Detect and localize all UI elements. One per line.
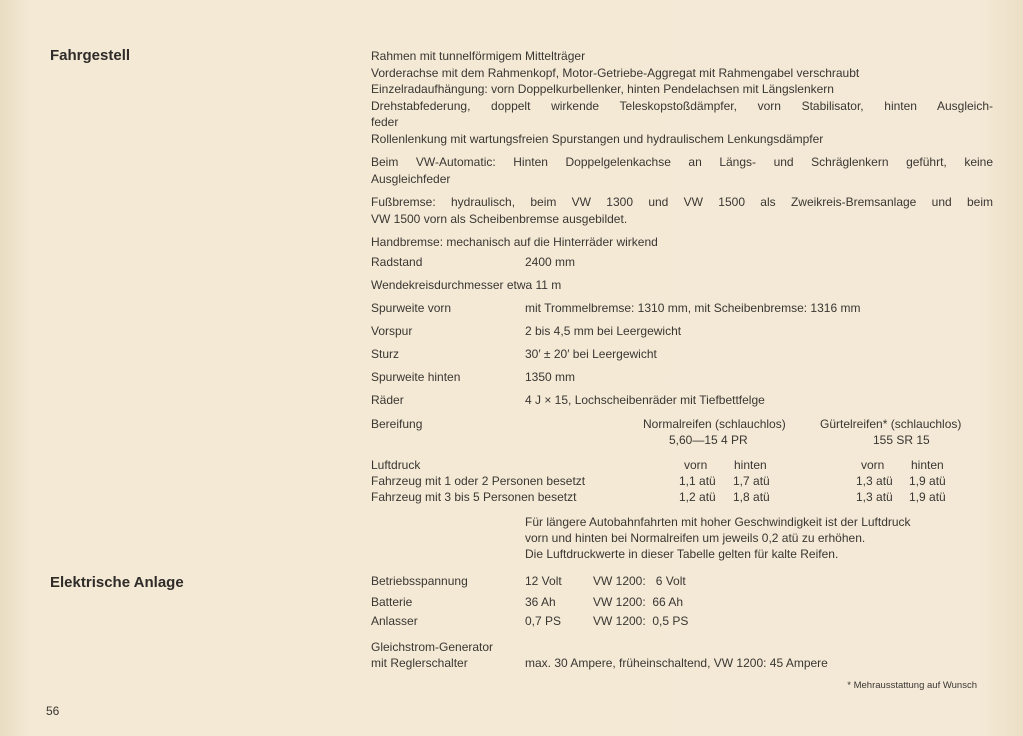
spec-label: Räder	[371, 392, 404, 407]
text-line: Fußbremse: hydraulisch, beim VW 1300 und VW 1500 als Zweikreis-Bremsanlage und beim	[371, 195, 993, 209]
elektrik-label: Batterie	[371, 595, 413, 609]
spec-label: Radstand	[371, 254, 423, 269]
elektrik-value: 0,7 PS	[525, 614, 562, 628]
text-line: VW 1500 vorn als Scheibenbremse ausgebildet.	[371, 211, 628, 226]
normal-rear-header: hinten	[734, 458, 767, 472]
spec-row	[371, 323, 993, 346]
pressure-value: 1,7 atü	[733, 474, 770, 488]
normal-tire-size: 5,60—15 4 PR	[669, 433, 748, 447]
pressure-note-line: Für längere Autobahnfahrten mit hoher Geschwindigkeit ist der Luftdruck	[525, 515, 911, 529]
spec-value: 2 bis 4,5 mm bei Leergewicht	[525, 323, 682, 338]
spec-row	[371, 369, 993, 392]
normal-front-header: vorn	[684, 458, 708, 472]
spec-value: 2400 mm	[525, 254, 576, 269]
spec-row	[371, 392, 993, 415]
section-heading-elektrik: Elektrische Anlage	[50, 574, 184, 591]
fahrgestell-general	[371, 48, 993, 147]
spec-value: mit Trommelbremse: 1310 mm, mit Scheibenbremse: 1316 mm	[525, 300, 861, 315]
pressure-note-line: Die Luftdruckwerte in dieser Tabelle gelten für kalte Reifen.	[525, 547, 839, 561]
pressure-value: 1,3 atü	[856, 490, 893, 504]
spec-label: Spurweite hinten	[371, 369, 461, 384]
page-number: 56	[46, 704, 60, 718]
elektrik-alt-value: VW 1200: 66 Ah	[593, 595, 684, 609]
radstand-row	[371, 254, 993, 277]
spec-value: 4 J × 15, Lochscheibenräder mit Tiefbettfelge	[525, 392, 765, 407]
generator-value: max. 30 Ampere, früheinschaltend, VW 1200: 45 Ampere	[525, 656, 828, 670]
bereifung-label: Bereifung	[371, 417, 423, 431]
wendekreis-row: Wendekreisdurchmesser etwa 11 m	[371, 277, 562, 292]
spec-value: 1350 mm	[525, 369, 576, 384]
pressure-value: 1,2 atü	[679, 490, 716, 504]
elektrik-alt-value: VW 1200: 0,5 PS	[593, 614, 689, 628]
spec-label: Vorspur	[371, 323, 413, 338]
pressure-row-label: Fahrzeug mit 3 bis 5 Personen besetzt	[371, 490, 577, 504]
fussbremse-paragraph	[371, 194, 993, 227]
elektrik-label: Betriebsspannung	[371, 574, 468, 588]
handbremse-line: Handbremse: mechanisch auf die Hinterräder wirkend	[371, 235, 658, 249]
pressure-value: 1,1 atü	[679, 474, 716, 488]
belt-rear-header: hinten	[911, 458, 944, 472]
text-line: Rahmen mit tunnelförmigem Mittelträger	[371, 49, 586, 63]
normal-tire-title: Normalreifen (schlauchlos)	[643, 417, 786, 431]
spec-value: 30′ ± 20′ bei Leergewicht	[525, 346, 657, 361]
belt-tire-size: 155 SR 15	[873, 433, 930, 447]
text-line: Vorderachse mit dem Rahmenkopf, Motor-Getriebe-Aggregat mit Rahmengabel verschraubt	[371, 65, 860, 80]
pressure-value: 1,8 atü	[733, 490, 770, 504]
elektrik-value: 36 Ah	[525, 595, 556, 609]
text-line: Beim VW-Automatic: Hinten Doppelgelenkachse an Längs- und Schräglenkern geführt, keine	[371, 155, 993, 169]
section-heading-fahrgestell: Fahrgestell	[50, 47, 131, 64]
automatic-paragraph	[371, 154, 993, 187]
pressure-value: 1,9 atü	[909, 490, 946, 504]
text-line: Rollenlenkung mit wartungsfreien Spurstangen und hydraulischem Lenkungsdämpfer	[371, 131, 824, 146]
fahrgestell-block	[371, 48, 993, 415]
elektrik-label: Anlasser	[371, 614, 418, 628]
spec-row	[371, 300, 993, 323]
text-line: Drehstabfederung, doppelt wirkende Teleskopstoßdämpfer, vorn Stabilisator, hinten Ausgleich-	[371, 98, 993, 113]
elektrik-alt-value: VW 1200: 6 Volt	[593, 574, 686, 588]
pressure-row-label: Fahrzeug mit 1 oder 2 Personen besetzt	[371, 474, 586, 488]
spec-label: Spurweite vorn	[371, 300, 452, 315]
pressure-value: 1,9 atü	[909, 474, 946, 488]
footnote: * Mehrausstattung auf Wunsch	[847, 680, 977, 691]
spec-label: Sturz	[371, 346, 400, 361]
belt-tire-title: Gürtelreifen* (schlauchlos)	[820, 417, 962, 431]
pressure-note-line: vorn und hinten bei Normalreifen um jeweils 0,2 atü zu erhöhen.	[525, 531, 866, 545]
generator-label-line: Gleichstrom-Generator	[371, 640, 494, 654]
generator-label-line: mit Reglerschalter	[371, 656, 468, 670]
spec-row	[371, 346, 993, 369]
text-line: feder	[371, 115, 399, 129]
text-line: Ausgleichfeder	[371, 171, 451, 186]
text-line: Einzelradaufhängung: vorn Doppelkurbellenker, hinten Pendelachsen mit Längslenkern	[371, 82, 834, 96]
pressure-value: 1,3 atü	[856, 474, 893, 488]
belt-front-header: vorn	[861, 458, 885, 472]
elektrik-value: 12 Volt	[525, 574, 562, 588]
luftdruck-label: Luftdruck	[371, 458, 421, 472]
